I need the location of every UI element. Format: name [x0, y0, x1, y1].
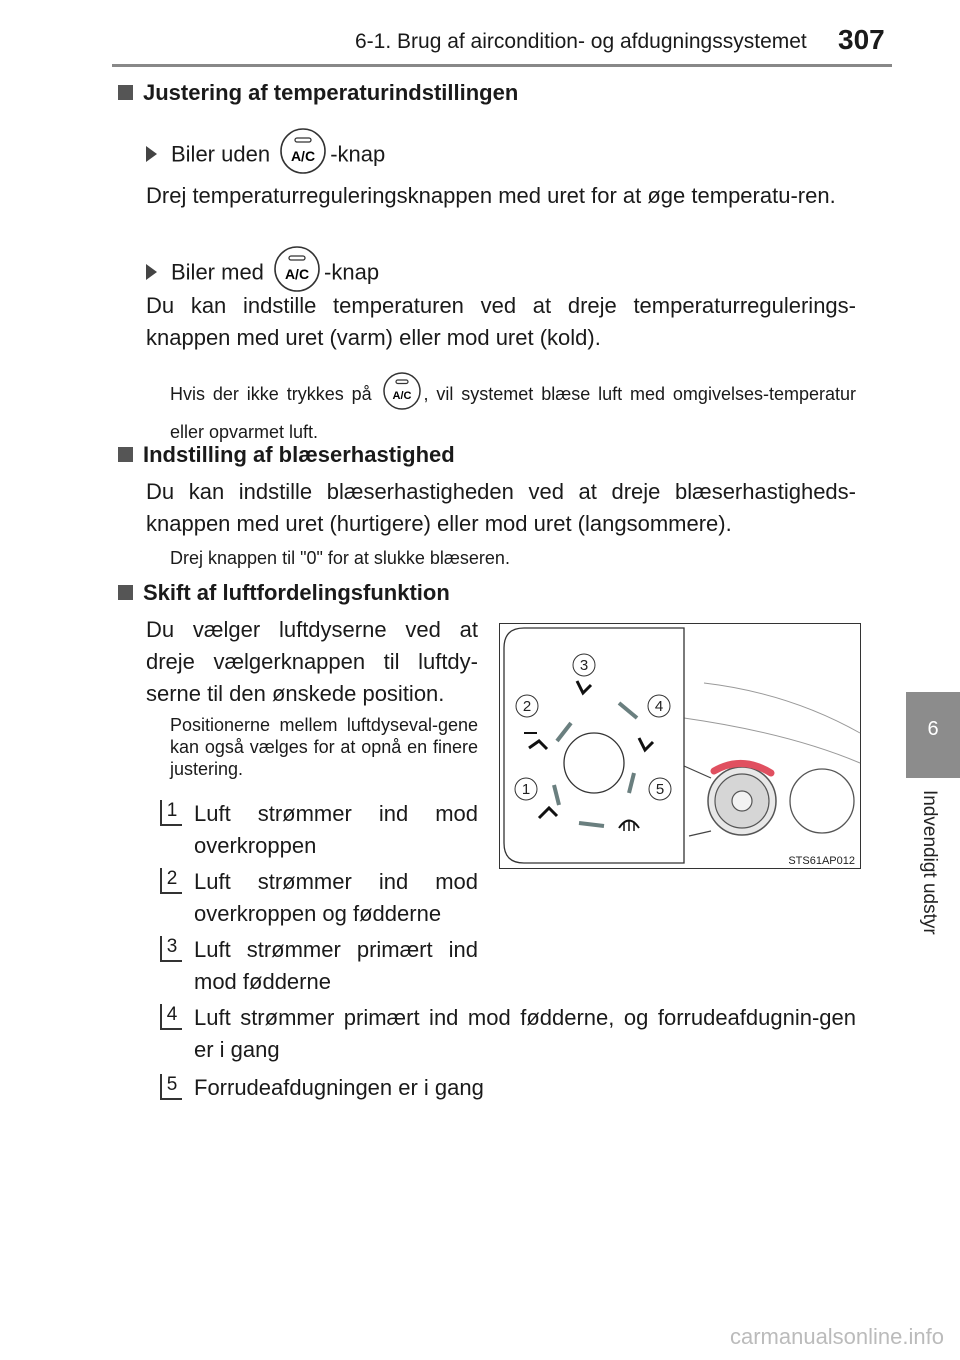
triangle-bullet-icon — [146, 264, 157, 280]
triangle-bullet-icon — [146, 146, 157, 162]
section1-heading: Justering af temperaturindstillingen — [118, 80, 518, 106]
ac-button-icon — [380, 372, 424, 418]
figure-label-4: 4 — [654, 698, 664, 715]
item-text-1: Luft strømmer ind mod overkroppen — [194, 801, 478, 858]
paragraph-temp-without-ac: Drej temperaturreguleringsknappen med uret for at øge temperatu-ren. — [146, 183, 836, 208]
bullet-without-ac: Biler uden A/C -knap — [146, 128, 385, 183]
square-bullet-icon — [118, 585, 133, 600]
header-rule — [112, 64, 892, 67]
item-number-3: 3 — [160, 936, 182, 962]
item-text-2: Luft strømmer ind mod overkroppen og fødderne — [194, 869, 478, 926]
figure-code: STS61AP012 — [788, 855, 855, 867]
item-text-4: Luft strømmer primært ind mod fødderne, og forrudeafdugnin-gen er i gang — [194, 1005, 856, 1062]
ac-button-icon — [276, 128, 330, 183]
svg-text:A/C: A/C — [392, 390, 411, 402]
paragraph-temp-with-ac: Du kan indstille temperaturen ved at dreje temperaturregulerings-knappen med uret (varm) eller mod uret (kold). — [146, 293, 856, 350]
note-ac: Hvis der ikke trykkes på A/C , vil systemet blæse luft med omgivelses-temperatur eller opvarmet luft. — [170, 372, 856, 446]
item-number-5: 5 — [160, 1074, 182, 1100]
paragraph-fan-speed: Du kan indstille blæserhastigheden ved at dreje blæserhastigheds-knappen med uret (hurtigere) eller mod uret (langsommere). — [146, 479, 856, 536]
item-number-2: 2 — [160, 868, 182, 894]
section3-heading: Skift af luftfordelingsfunktion — [118, 580, 450, 606]
side-tab-label: Indvendigt udstyr — [919, 790, 940, 935]
square-bullet-icon — [118, 85, 133, 100]
figure-label-1: 1 — [521, 781, 531, 798]
item-text-5: Forrudeafdugningen er i gang — [194, 1075, 484, 1100]
square-bullet-icon — [118, 447, 133, 462]
note-fan-off: Drej knappen til "0" for at slukke blæseren. — [170, 548, 510, 568]
item-number-1: 1 — [160, 800, 182, 826]
note-fine-adjust: Positionerne mellem luftdyseval-gene kan også vælges for at opnå en finere justering. — [170, 715, 478, 779]
watermark: carmanualsonline.info — [729, 1324, 944, 1349]
page-number: 307 — [838, 24, 885, 55]
header-title: 6-1. Brug af aircondition- og afdugningssystemet — [355, 30, 807, 53]
figure-label-2: 2 — [522, 698, 532, 715]
section2-heading: Indstilling af blæserhastighed — [118, 442, 455, 468]
side-tab-number: 6 — [927, 718, 939, 740]
svg-text:A/C: A/C — [291, 148, 316, 164]
svg-text:A/C: A/C — [284, 266, 310, 282]
air-distribution-figure — [499, 623, 861, 869]
figure-label-3: 3 — [579, 657, 589, 674]
item-text-3: Luft strømmer primært ind mod fødderne — [194, 937, 478, 994]
item-number-4: 4 — [160, 1004, 182, 1030]
bullet-with-ac: Biler med A/C -knap — [146, 246, 379, 301]
paragraph-air-distribution: Du vælger luftdyserne ved at dreje vælgerknappen til luftdy-serne til den ønskede position. — [146, 617, 478, 706]
figure-label-5: 5 — [655, 781, 665, 798]
